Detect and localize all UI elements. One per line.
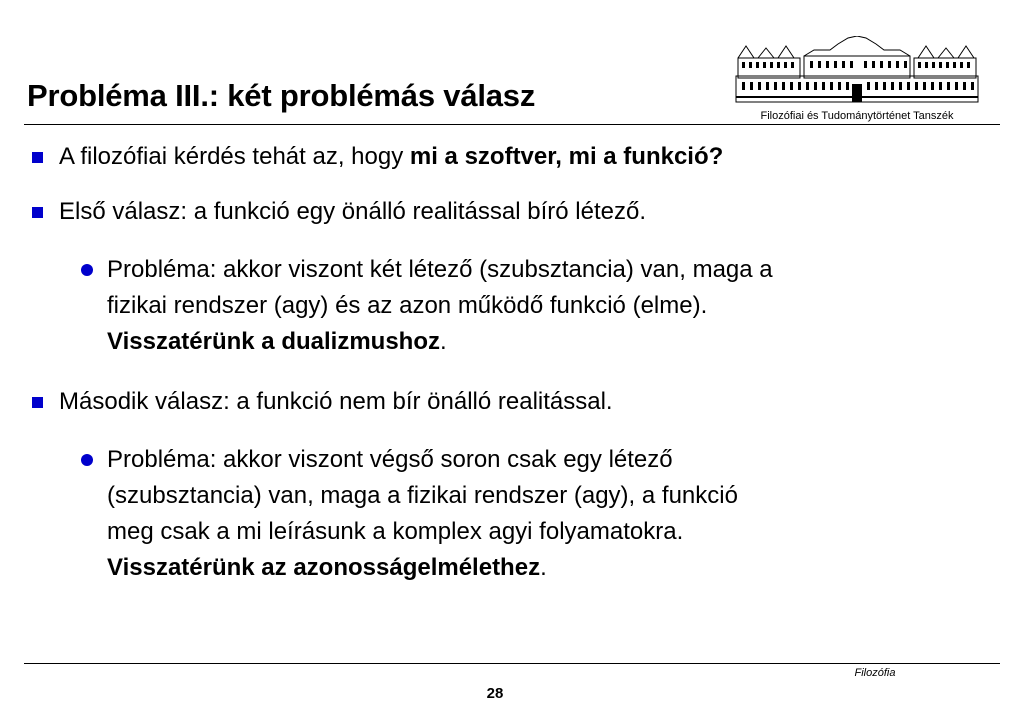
square-bullet-icon	[32, 397, 43, 408]
department-name: Filozófiai és Tudománytörténet Tanszék	[760, 110, 954, 122]
sub-bullet-tail: .	[540, 554, 547, 581]
sub-bullet-item-2	[107, 442, 987, 586]
sub-bullet-emphasis: Visszatérünk az azonosságelmélethez	[107, 554, 541, 581]
slide-title: Probléma III.: két problémás válasz	[27, 78, 536, 113]
square-bullet-icon	[32, 152, 43, 163]
bullet-item-2	[59, 194, 979, 230]
page-number: 28	[486, 685, 504, 702]
round-bullet-icon	[81, 264, 93, 276]
bullet-text: A filozófiai kérdés tehát az, hogy	[59, 143, 410, 170]
sub-bullet-line: Probléma: akkor viszont végső soron csak egy létező	[107, 446, 673, 473]
sub-bullet-line: meg csak a mi leírásunk a komplex agyi folyamatokra.	[107, 518, 684, 545]
round-bullet-icon	[81, 454, 93, 466]
sub-bullet-tail: .	[440, 328, 447, 355]
footer-label: Filozófia	[854, 667, 896, 679]
sub-bullet-line: Probléma: akkor viszont két létező (szubsztancia) van, maga a	[107, 256, 773, 283]
footer-divider	[24, 663, 1000, 664]
university-building-icon	[734, 36, 980, 106]
bullet-emphasis: mi a szoftver, mi a funkció?	[409, 143, 724, 170]
bullet-text: Első válasz: a funkció egy önálló realitással bíró létező.	[59, 198, 646, 225]
sub-bullet-emphasis: Visszatérünk a dualizmushoz	[107, 328, 440, 355]
bullet-item-3	[59, 384, 979, 420]
square-bullet-icon	[32, 207, 43, 218]
sub-bullet-line: fizikai rendszer (agy) és az azon működő funkció (elme).	[107, 292, 708, 319]
header-logo-block	[732, 36, 982, 126]
bullet-item-1	[59, 139, 979, 175]
sub-bullet-item-1	[107, 252, 987, 360]
bullet-text: Második válasz: a funkció nem bír önálló realitással.	[59, 388, 613, 415]
sub-bullet-line: (szubsztancia) van, maga a fizikai rendszer (agy), a funkció	[107, 482, 738, 509]
